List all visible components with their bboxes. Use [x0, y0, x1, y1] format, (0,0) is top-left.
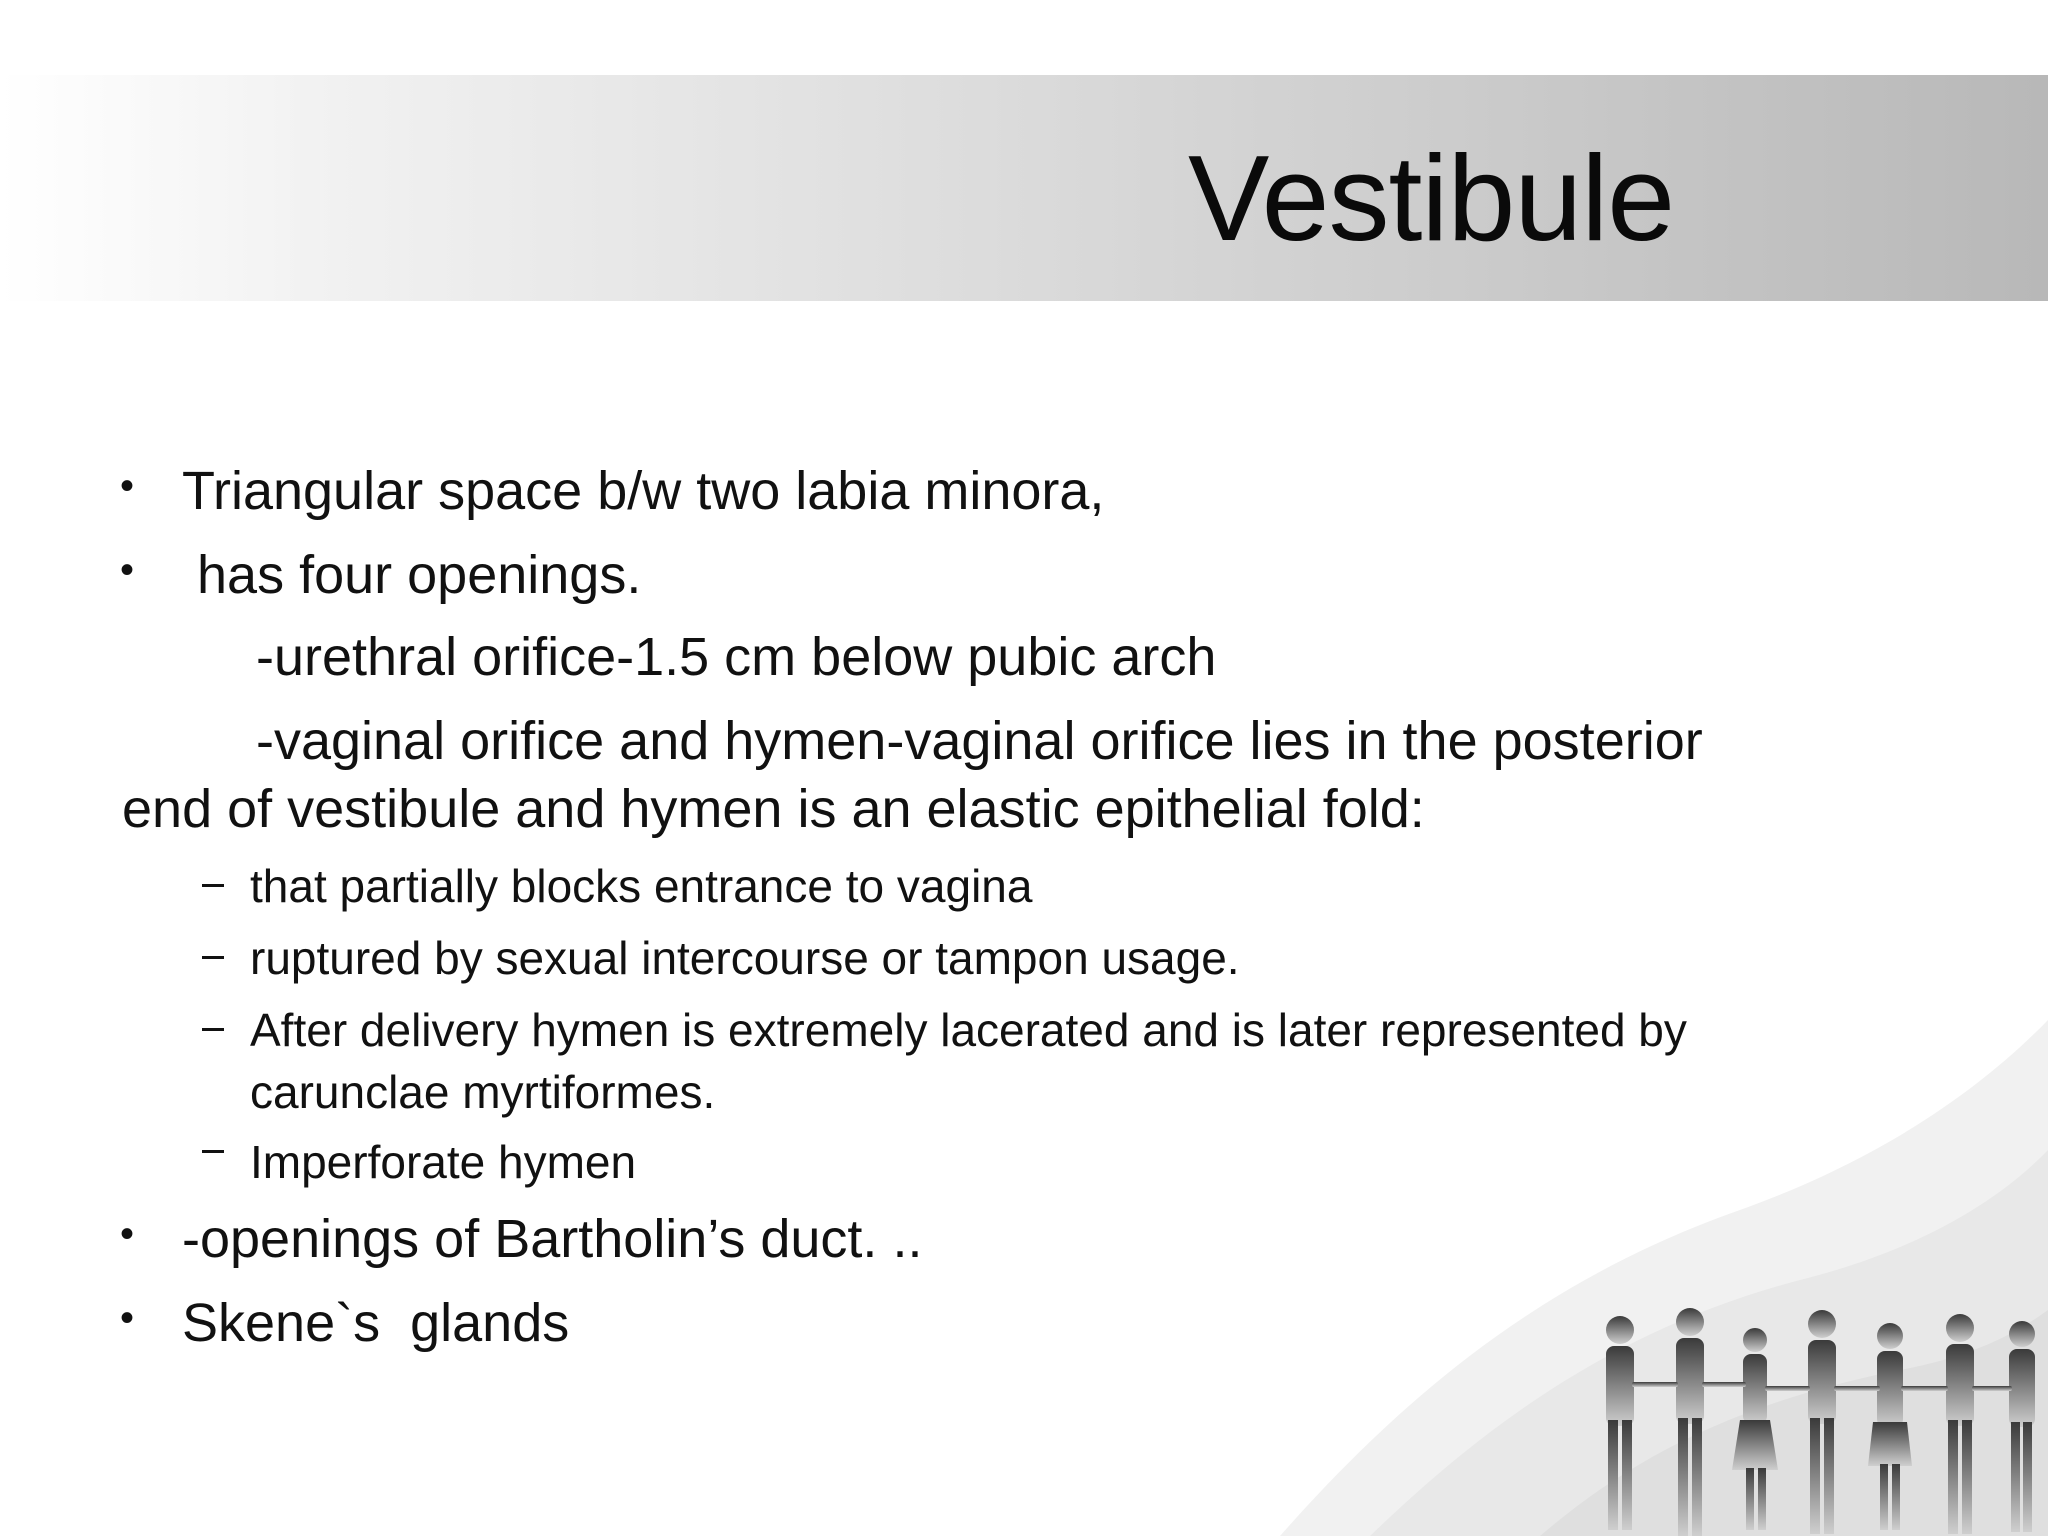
slide-title: Vestibule [1188, 130, 1675, 266]
dash-icon [202, 1150, 224, 1153]
dash-icon [202, 884, 224, 887]
bullet-text: Triangular space b/w two labia minora, [182, 461, 1105, 521]
bullet-text: -openings of Bartholin’s duct. .. [182, 1209, 923, 1269]
bullet-dot-icon: • [120, 464, 135, 508]
sub-bullet-text: that partially blocks entrance to vagina [250, 860, 1033, 912]
bullet-dot-icon: • [120, 1296, 135, 1340]
sub-bullet-text: Imperforate hymen [250, 1136, 637, 1188]
sub-bullet-text: ruptured by sexual intercourse or tampon usage. [250, 932, 1240, 984]
sub-bullet-text: carunclae myrtiformes. [250, 1066, 716, 1118]
indented-text: -vaginal orifice and hymen-vaginal orifice lies in the posterior [256, 711, 1703, 771]
bullet-dot-icon: • [120, 1212, 135, 1256]
bullet-text: has four openings. [182, 545, 642, 605]
bullet-text: Skene`s glands [182, 1293, 570, 1353]
bullet-dot-icon: • [120, 548, 135, 592]
dash-icon [202, 1028, 224, 1031]
dash-icon [202, 956, 224, 959]
sub-bullet-text: After delivery hymen is extremely lacerated and is later represented by [250, 1004, 1687, 1056]
indented-text: -urethral orifice-1.5 cm below pubic arch [256, 627, 1217, 687]
indented-text: end of vestibule and hymen is an elastic epithelial fold: [122, 779, 1425, 839]
